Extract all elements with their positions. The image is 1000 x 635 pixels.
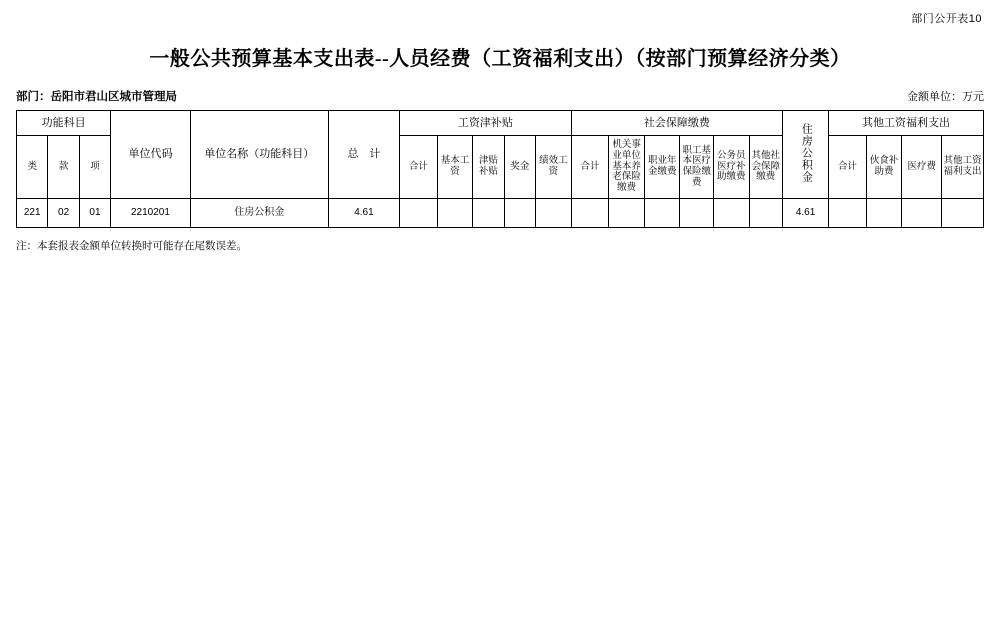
cell-meal-subsidy xyxy=(866,199,902,228)
header-meal-subsidy: 伙食补助费 xyxy=(866,136,902,199)
header-occupational-annuity: 职业年金缴费 xyxy=(644,136,680,199)
cell-bonus xyxy=(504,199,535,228)
table-note: 注：本套报表金额单位转换时可能存在尾数误差。 xyxy=(16,240,247,252)
header-unit-code: 单位代码 xyxy=(111,111,191,199)
meta-row xyxy=(16,88,984,104)
cell-other-social xyxy=(749,199,782,228)
header-pension-org: 机关事业单位基本养老保险缴费 xyxy=(609,136,645,199)
header-other-wage-benefit-item: 其他工资福利支出 xyxy=(942,136,984,199)
cell-wage-total xyxy=(400,199,438,228)
header-row-group xyxy=(17,111,984,136)
department-label: 部门：岳阳市君山区城市管理局 xyxy=(16,91,177,103)
header-civil-medical-subsidy: 公务员医疗补助缴费 xyxy=(713,136,749,199)
page-title: 一般公共预算基本支出表--人员经费（工资福利支出）（按部门预算经济分类） xyxy=(149,48,851,70)
header-other-social: 其他社会保障缴费 xyxy=(749,136,782,199)
table-row xyxy=(17,199,984,228)
header-other-total: 合计 xyxy=(829,136,867,199)
header-total: 总 计 xyxy=(328,111,399,199)
cell-total: 4.61 xyxy=(328,199,399,228)
header-basic-wage: 基本工资 xyxy=(437,136,473,199)
cell-civil-medical-subsidy xyxy=(713,199,749,228)
header-social-insurance: 社会保障缴费 xyxy=(571,111,782,136)
cell-basic-wage xyxy=(437,199,473,228)
header-category: 类 xyxy=(17,136,48,199)
budget-table xyxy=(16,110,984,228)
header-wage-allowance: 工资津补贴 xyxy=(400,111,572,136)
header-social-total: 合计 xyxy=(571,136,609,199)
cell-unit-name: 住房公积金 xyxy=(190,199,328,228)
cell-other-wage-benefit-item xyxy=(942,199,984,228)
cell-social-total xyxy=(571,199,609,228)
amount-unit-label: 金额单位：万元 xyxy=(907,91,984,103)
cell-housing-fund: 4.61 xyxy=(783,199,829,228)
header-medical-fee: 医疗费 xyxy=(902,136,942,199)
header-allowance: 津贴补贴 xyxy=(473,136,504,199)
cell-pension-org xyxy=(609,199,645,228)
cell-performance-wage xyxy=(536,199,572,228)
cell-medical-fee xyxy=(902,199,942,228)
header-bonus: 奖金 xyxy=(504,136,535,199)
header-housing-fund: 住房公积金 xyxy=(783,111,829,199)
header-other-wage-benefit: 其他工资福利支出 xyxy=(829,111,984,136)
header-medical-basic: 职工基本医疗保险缴费 xyxy=(680,136,713,199)
cell-allowance xyxy=(473,199,504,228)
header-wage-total: 合计 xyxy=(400,136,438,199)
document-code: 部门公开表10 xyxy=(911,13,982,25)
cell-other-total xyxy=(829,199,867,228)
header-section: 款 xyxy=(48,136,79,199)
cell-section: 02 xyxy=(48,199,79,228)
header-function-subject: 功能科目 xyxy=(17,111,111,136)
cell-medical-basic xyxy=(680,199,713,228)
cell-category: 221 xyxy=(17,199,48,228)
header-item: 项 xyxy=(79,136,110,199)
header-unit-name: 单位名称（功能科目） xyxy=(190,111,328,199)
cell-unit-code: 2210201 xyxy=(111,199,191,228)
cell-item: 01 xyxy=(79,199,110,228)
header-performance-wage: 绩效工资 xyxy=(536,136,572,199)
cell-occupational-annuity xyxy=(644,199,680,228)
